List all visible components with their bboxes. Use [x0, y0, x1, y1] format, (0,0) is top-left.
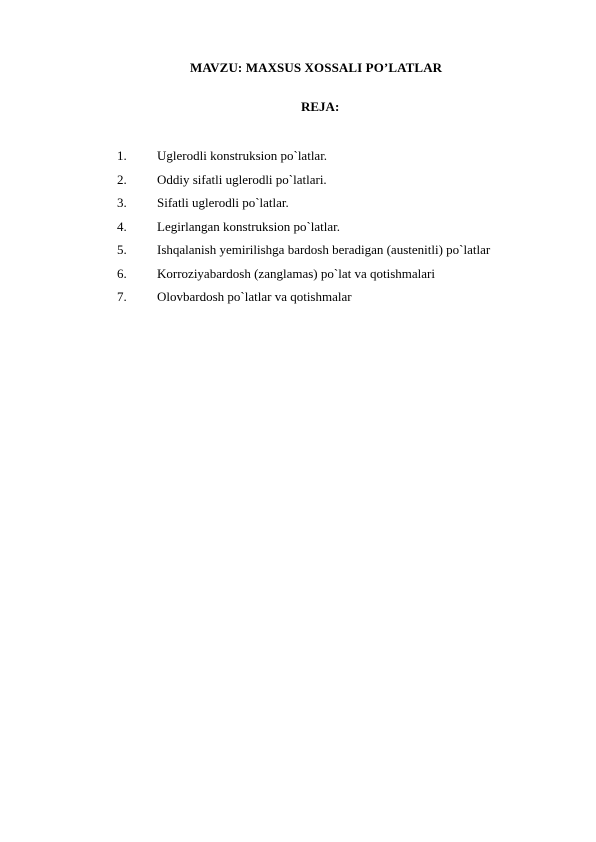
item-number: 5.	[117, 242, 127, 257]
list-item	[117, 238, 557, 262]
page-title: MAVZU: MAXSUS XOSSALI PO’LATLAR	[190, 60, 443, 75]
item-text: Oddiy sifatli uglerodli po`latlari.	[157, 171, 327, 187]
item-number: 2.	[117, 171, 127, 187]
item-text: Uglerodli konstruksion po`latlar.	[157, 148, 328, 163]
item-number: 7.	[117, 289, 127, 304]
list-item	[117, 262, 557, 286]
list-item	[117, 215, 557, 239]
item-number: 3.	[117, 195, 127, 210]
item-text: Olovbardosh po`latlar va qotishmalar	[157, 289, 352, 304]
list-item	[117, 285, 557, 309]
item-number: 1.	[117, 148, 127, 163]
item-text: Ishqalanish yemirilishga bardosh beradigan (austenitli) po`latlar	[157, 242, 491, 257]
item-number: 6.	[117, 265, 127, 281]
item-number: 4.	[117, 218, 127, 234]
item-text: Sifatli uglerodli po`latlar.	[157, 195, 289, 210]
list-item	[117, 168, 557, 192]
plan-heading: REJA:	[301, 99, 340, 114]
item-text: Korroziyabardosh (zanglamas) po`lat va qotishmalari	[157, 265, 435, 281]
item-text: Legirlangan konstruksion po`latlar.	[157, 218, 341, 234]
plan-list	[117, 144, 557, 309]
list-item	[117, 191, 557, 215]
list-item	[117, 144, 557, 168]
